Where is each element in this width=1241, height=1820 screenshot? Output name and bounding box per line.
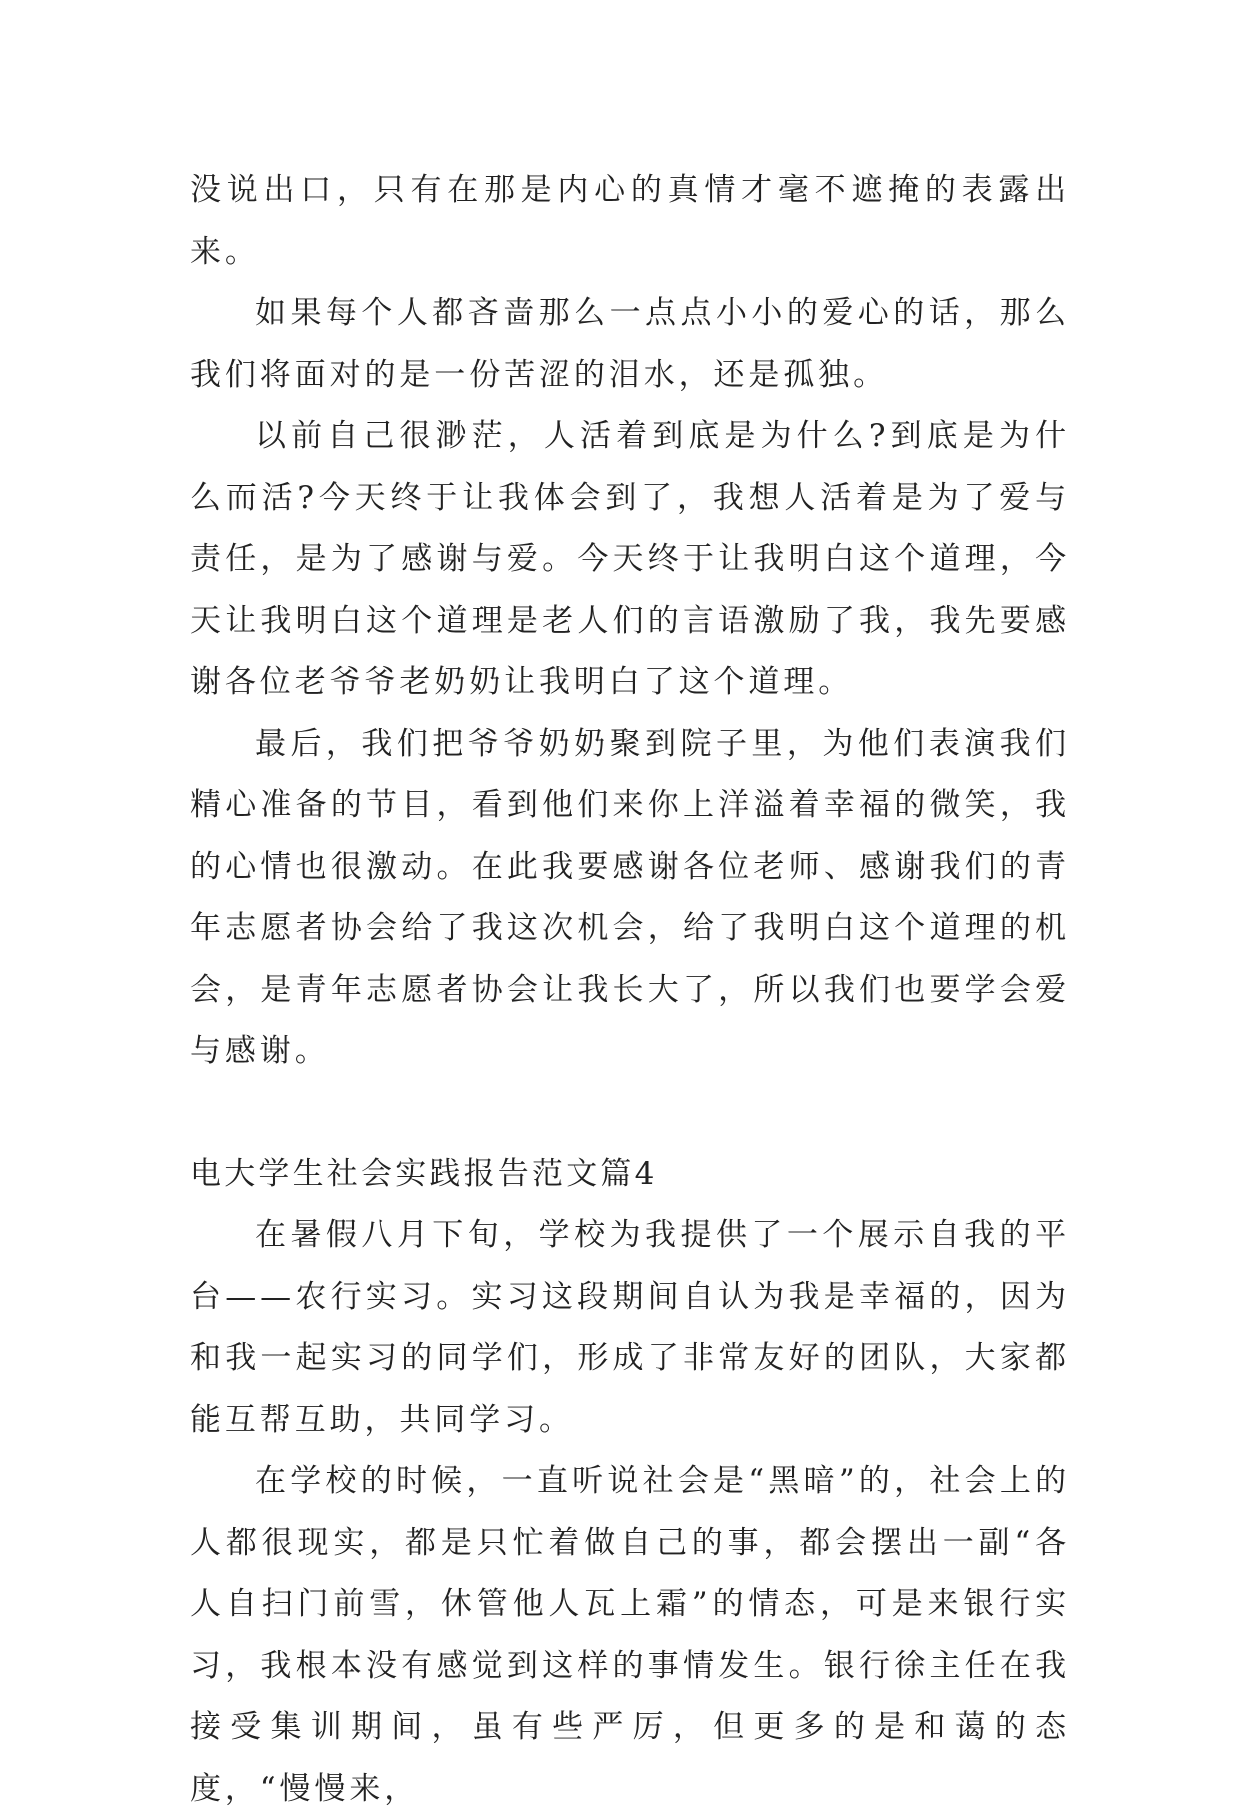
- paragraph-1: 没说出口，只有在那是内心的真情才毫不遮掩的表露出来。: [190, 172, 1070, 270]
- paragraph-2: 如果每个人都吝啬那么一点点小小的爱心的话，那么我们将面对的是一份苦涩的泪水，还是孤独。: [190, 295, 1070, 393]
- paragraph-6: 在学校的时候，一直听说社会是“黑暗”的，社会上的人都很现实，都是只忙着做自己的事，都会摆出一副“各人自扫门前雪，休管他人瓦上霜”的情态，可是来银行实习，我根本没有感觉到这样的事情发生。银行徐主任在我接受集训期间，虽有些严厉，但更多的是和蔼的态度，“慢慢来，: [190, 1463, 1070, 1807]
- paragraph-5: 在暑假八月下旬，学校为我提供了一个展示自我的平台——农行实习。实习这段期间自认为我是幸福的，因为和我一起实习的同学们，形成了非常友好的团队，大家都能互帮互助，共同学习。: [190, 1217, 1070, 1438]
- section-heading: 电大学生社会实践报告范文篇4: [190, 1155, 658, 1192]
- document-body: [190, 160, 1070, 1820]
- paragraph-3: 以前自己很渺茫，人活着到底是为什么?到底是为什么而活?今天终于让我体会到了，我想人活着是为了爱与责任，是为了感谢与爱。今天终于让我明白这个道理，今天让我明白这个道理是老人们的言语激励了我，我先要感谢各位老爷爷老奶奶让我明白了这个道理。: [190, 418, 1070, 700]
- paragraph-4: 最后，我们把爷爷奶奶聚到院子里，为他们表演我们精心准备的节目，看到他们来你上洋溢着幸福的微笑，我的心情也很激动。在此我要感谢各位老师、感谢我们的青年志愿者协会给了我这次机会，给了我明白这个道理的机会，是青年志愿者协会让我长大了，所以我们也要学会爱与感谢。: [190, 725, 1070, 1069]
